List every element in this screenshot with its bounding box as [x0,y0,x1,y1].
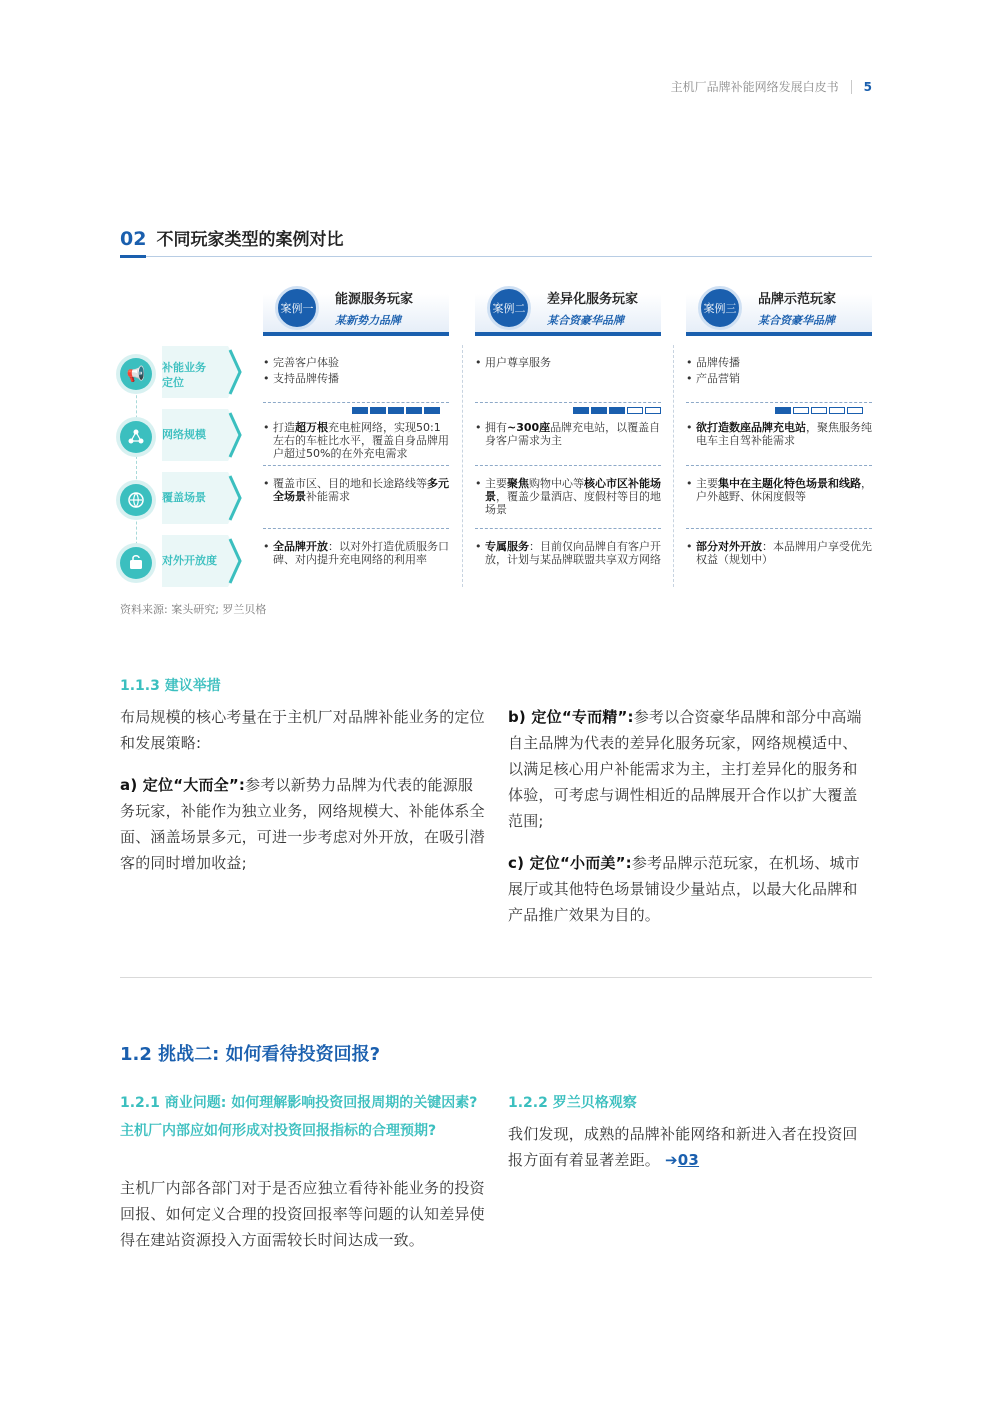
section-divider [120,977,872,978]
rating-segment [388,407,404,414]
cell-text: ：目前仅向品牌自有客户开放，计划与某品牌联盟共享双方网络 [485,540,661,566]
list-item [686,540,872,566]
cell-text: ，聚焦服务纯电车主自驾补能需求 [696,421,872,447]
row-divider [263,465,449,466]
rating-segment [645,407,661,414]
case-brand: 某合资豪华品牌 [547,314,624,327]
list-item: • 支持品牌传播 [263,372,449,385]
cell-r4-c1 [263,540,449,569]
row-divider [475,465,661,466]
row-divider [686,528,872,529]
cell-emphasis: 部分对外开放 [696,540,762,553]
row-label-positioning [120,354,250,404]
list-item [686,477,872,503]
scale-rating-bars [352,407,440,414]
row-label-text: 对外开放度 [162,554,217,567]
row-label-scale [120,417,250,467]
case-name: 差异化服务玩家 [547,292,639,307]
case-badge: 案例一 [275,286,319,330]
paragraph-intro: 布局规模的核心考量在于主机厂对品牌补能业务的定位和发展策略: [120,708,485,752]
megaphone-icon: 📢 [120,358,152,390]
case-badge: 案例二 [487,286,531,330]
rating-segment [793,407,809,414]
column-divider [673,345,674,587]
rating-segment [609,407,625,414]
cell-text: 充电桩网络，实现50:1左右的车桩比水平，覆盖自身品牌用户超过50%的在外充电需求 [273,421,449,460]
cell-text: 拥有 [485,421,507,434]
cell-r3-c2 [475,477,661,519]
rating-segment [424,407,440,414]
scale-rating-bars [573,407,661,414]
subsection-heading-122: 1.2.2 罗兰贝格观察 [508,1095,637,1111]
source-note: 资料来源: 案头研究; 罗兰贝格 [120,603,267,616]
section-title [120,227,872,257]
cell-r4-c3 [686,540,872,569]
cell-text: ：本品牌用户享受优先权益（规划中） [696,540,872,566]
section-number: 02 [120,228,146,258]
cell-emphasis: 集中在主题化特色场景和线路 [718,477,861,490]
cell-r4-c2 [475,540,661,569]
row-divider [686,402,872,403]
cell-emphasis: 聚焦 [507,477,529,490]
cell-emphasis: 欲打造数座品牌充电站 [696,421,806,434]
cell-text: 覆盖市区、目的地和长途路线等 [273,477,427,490]
cell-r2-c1 [263,421,449,463]
rating-segment [811,407,827,414]
column-header-case2 [475,282,661,338]
row-divider [475,402,661,403]
row-label-text [162,360,206,390]
point-a-label: a) 定位“大而全”: [120,776,246,794]
network-icon [120,421,152,453]
rating-segment [627,407,643,414]
paragraph-b [508,704,872,834]
cell-r3-c1 [263,477,449,506]
row-label-scene [120,480,250,530]
column-header-case1 [263,282,449,338]
list-item [263,421,449,460]
point-b-label: b) 定位“专而精”: [508,708,634,726]
cell-text: 品牌充电站，以覆盖自身客户需求为主 [485,421,661,447]
list-item [475,477,661,516]
column-divider [462,345,463,587]
list-item [475,421,661,447]
page-number: 5 [863,79,872,94]
page-header [671,78,872,95]
cross-reference-link[interactable]: 03 [677,1151,700,1169]
cell-r3-c3 [686,477,872,506]
point-a-text: 参考以新势力品牌为代表的能源服务玩家，补能作为独立业务，网络规模大、补能体系全面、涵盖场景多元，可进一步考虑对外开放，在吸引潜客的同时增加收益; [120,776,485,872]
cell-text: 补能需求 [306,490,350,503]
case-name: 品牌示范玩家 [758,292,837,307]
open-icon [120,547,152,579]
cell-text: 主要 [696,477,718,490]
cell-text: 打造 [273,421,295,434]
cell-r2-c2 [475,421,661,450]
header-divider [851,80,852,94]
row-label-text: 网络规模 [162,428,206,441]
rating-segment [829,407,845,414]
rating-segment [352,407,368,414]
row-divider [263,528,449,529]
cell-emphasis: 专属服务 [485,540,529,553]
cell-emphasis: 全品牌开放 [273,540,328,553]
rating-segment [591,407,607,414]
section-heading-12: 1.2 挑战二: 如何看待投资回报? [120,1044,381,1065]
rating-segment [573,407,589,414]
row-divider [263,402,449,403]
cell-emphasis: 超万根 [295,421,328,434]
list-item [475,540,661,566]
cell-text: ：以对外打造优质服务口碑、对内提升充电网络的利用率 [273,540,449,566]
cell-r1-c3 [686,356,872,388]
list-item: • 产品营销 [686,372,872,385]
list-item: • 用户尊享服务 [475,356,661,369]
row-divider [686,465,872,466]
cell-text: ，覆盖少量酒店、度假村等目的地场景 [485,490,661,516]
section-heading: 不同玩家类型的案例对比 [156,230,344,250]
point-c-text: 参考品牌示范玩家，在机场、城市展厅或其他特色场景铺设少量站点，以最大化品牌和产品推广效果为目的。 [508,854,860,924]
cell-text: 主要 [485,477,507,490]
rating-segment [370,407,386,414]
cell-emphasis: 核心市区补能场景 [485,477,661,503]
list-item [686,421,872,447]
scale-rating-bars [775,407,863,414]
paragraph-122 [508,1121,872,1173]
paragraph-c [508,850,872,928]
cell-emphasis: ~300座 [507,421,551,434]
column-header-case3 [686,282,872,338]
scene-icon [120,484,152,516]
cell-emphasis: 多元全场景 [273,477,449,503]
row-label-text: 覆盖场景 [162,491,206,504]
paragraph-122-text: 我们发现，成熟的品牌补能网络和新进入者在投资回报方面有着显著差距。 [508,1125,858,1169]
row-label-line1: 补能业务 [162,361,206,374]
list-item [263,540,449,566]
cell-r1-c1 [263,356,449,388]
list-item [263,477,449,503]
row-divider [475,528,661,529]
arrow-right-icon: ➔ [664,1151,678,1169]
paragraph-121: 主机厂内部各部门对于是否应独立看待补能业务的投资回报、如何定义合理的投资回报率等问题的认知差异使得在建站资源投入方面需较长时间达成一致。 [120,1179,485,1249]
rating-segment [406,407,422,414]
rating-segment [847,407,863,414]
paragraph-a [120,772,486,876]
subsection-heading-113: 1.1.3 建议举措 [120,678,221,694]
cell-r2-c3 [686,421,872,450]
case-name: 能源服务玩家 [335,292,414,307]
row-label-line2: 定位 [162,376,184,389]
case-brand: 某新势力品牌 [335,314,401,327]
cell-text: 购物中心等 [529,477,584,490]
doc-title: 主机厂品牌补能网络发展白皮书 [670,80,839,94]
cell-text: ，户外越野、休闲度假等 [696,477,872,503]
case-brand: 某合资豪华品牌 [758,314,835,327]
rating-segment [775,407,791,414]
case-badge: 案例三 [698,286,742,330]
cell-r1-c2 [475,356,661,372]
point-c-label: c) 定位“小而美”: [508,854,632,872]
row-label-openness [120,543,250,593]
point-b-text: 参考以合资豪华品牌和部分中高端自主品牌为代表的差异化服务玩家，网络规模适中、以满足核心用户补能需求为主，主打差异化的服务和体验，可考虑与调性相近的品牌展开合作以扩大覆盖范围; [508,708,862,830]
subsection-heading-121: 1.2.1 商业问题: 如何理解影响投资回报周期的关键因素? 主机厂内部应如何形成对投资回报指标的合理预期? [120,1095,478,1139]
list-item: • 品牌传播 [686,356,872,369]
list-item: • 完善客户体验 [263,356,449,369]
